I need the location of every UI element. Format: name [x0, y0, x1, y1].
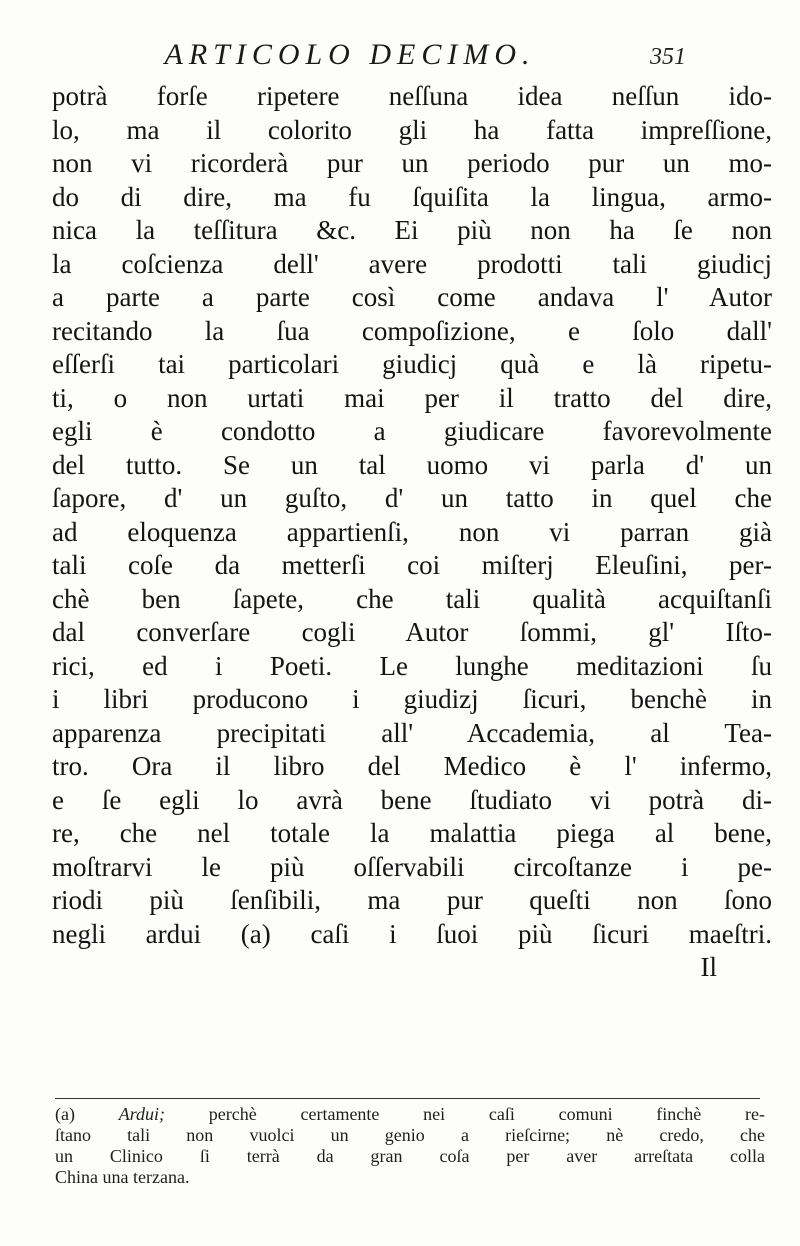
- text-line: moſtrarvi le più oſſervabili circoſtanze i pe-: [52, 851, 772, 882]
- catchword: Il: [700, 952, 717, 982]
- text-line: e ſe egli lo avrà bene ſtudiato vi potrà di-: [52, 784, 772, 815]
- page-number: 351: [650, 44, 686, 70]
- text-line: chè ben ſapete, che tali qualità acquiſtanſi: [52, 583, 772, 614]
- footnote-text: perchè certamente nei caſi comuni finchè re-: [208, 1104, 765, 1124]
- text-line: do di dire, ma fu ſquiſita la lingua, armo-: [52, 181, 772, 212]
- text-line: eſſerſi tai particolari giudicj quà e là ripetu-: [52, 349, 772, 379]
- text-line: la coſcienza dell' avere prodotti tali giudicj: [52, 248, 772, 279]
- footnote-keyword: Ardui;: [118, 1104, 166, 1124]
- running-head: ARTICOLO DECIMO.: [164, 38, 536, 71]
- text-line: egli è condotto a giudicare favorevolmente: [52, 416, 772, 446]
- text-line: potrà forſe ripetere neſſuna idea neſſun ido-: [52, 81, 772, 111]
- text-line: rici, ed i Poeti. Le lunghe meditazioni ſu: [52, 650, 772, 681]
- text-line: a parte a parte così come andava l' Autor: [52, 282, 772, 312]
- text-line: dal converſare cogli Autor ſommi, gl' Iſto-: [52, 617, 772, 647]
- footnote: [55, 1104, 765, 1188]
- text-line: i libri producono i giudizj ſicuri, benchè in: [52, 684, 772, 714]
- text-line: tali coſe da metterſi coi miſterj Eleuſini, per-: [52, 550, 772, 580]
- text-line: ſapore, d' un guſto, d' un tatto in quel che: [52, 483, 772, 513]
- text-line: re, che nel totale la malattia piega al bene,: [52, 818, 772, 848]
- text-line: negli ardui (a) caſi i ſuoi più ſicuri maeſtri.: [52, 918, 772, 949]
- footnote-mark: (a): [55, 1104, 75, 1124]
- footnote-line: China una terzana.: [55, 1167, 190, 1187]
- text-line: nica la teſſitura &c. Ei più non ha ſe non: [52, 215, 772, 245]
- footnote-line: ſtano tali non vuolci un genio a rieſcirne; nè credo, che: [55, 1125, 765, 1145]
- text-line: non vi ricorderà pur un periodo pur un mo-: [52, 148, 772, 178]
- text-line: tro. Ora il libro del Medico è l' infermo,: [52, 751, 772, 781]
- text-line: ti, o non urtati mai per il tratto del dire,: [52, 382, 772, 413]
- body-text: [52, 80, 772, 985]
- text-line: recitando la ſua compoſizione, e ſolo dall': [52, 315, 772, 346]
- text-line: lo, ma il colorito gli ha fatta impreſſione,: [52, 114, 772, 145]
- text-line: apparenza precipitati all' Accademia, al Tea-: [52, 717, 772, 748]
- text-line: riodi più ſenſibili, ma pur queſti non ſono: [52, 885, 772, 915]
- text-line: del tutto. Se un tal uomo vi parla d' un: [52, 449, 772, 480]
- footnote-rule: [55, 1098, 760, 1099]
- text-line: ad eloquenza appartienſi, non vi parran già: [52, 516, 772, 547]
- footnote-line: un Clinico ſi terrà da gran coſa per aver arreſtata colla: [55, 1146, 765, 1166]
- footnote-line: [55, 1104, 765, 1125]
